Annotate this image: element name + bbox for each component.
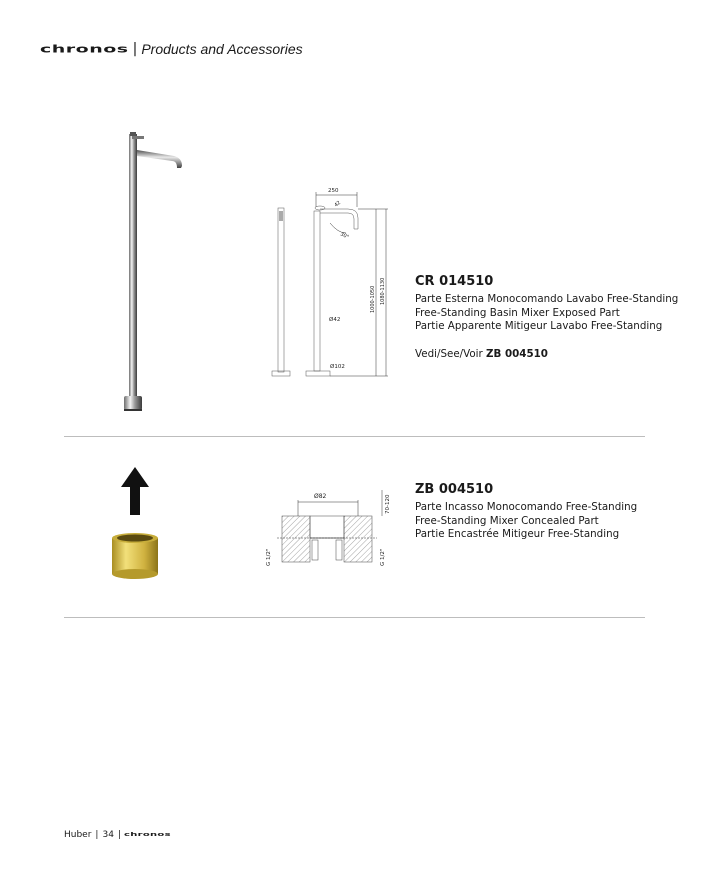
product-description-cr014510 (415, 274, 678, 361)
see-also-label: Vedi/See/Voir (415, 347, 483, 360)
description-fr: Partie Encastrée Mitigeur Free-Standing (415, 528, 620, 540)
product-description-zb004510 (415, 482, 637, 542)
dim-thread-left: G 1/2" (266, 548, 272, 566)
product-code: ZB 004510 (415, 482, 494, 497)
page-number: 34 (102, 829, 114, 840)
header-separator: | (132, 41, 138, 57)
description-en: Free-Standing Basin Mixer Exposed Part (415, 306, 620, 319)
technical-drawing-concealed (262, 480, 396, 570)
dim-depth: 70-120 (385, 494, 391, 514)
technical-drawing-mixer (268, 183, 400, 383)
section-divider (64, 617, 645, 618)
dim-angle: 30° (339, 231, 350, 241)
footer-brand-logo: chronos (123, 831, 171, 838)
footer-company: Huber (64, 829, 92, 840)
dim-diameter: Ø82 (314, 493, 327, 500)
header-subtitle: Products and Accessories (141, 41, 303, 57)
dim-spout: 42 (333, 199, 343, 209)
dim-thread-right: G 1/2" (380, 548, 386, 566)
see-also (415, 348, 678, 362)
see-also-code: ZB 004510 (486, 347, 548, 360)
product-code: CR 014510 (415, 274, 494, 289)
dim-width: 250 (328, 188, 339, 194)
footer-separator: | (117, 829, 121, 840)
description-it: Parte Incasso Monocomando Free-Standing (415, 501, 638, 513)
dim-height-b: 1080-1130 (380, 277, 386, 305)
dim-base-diameter: Ø102 (330, 364, 345, 370)
page-header (40, 38, 303, 60)
dim-height-a: 1000-1050 (370, 285, 376, 313)
description-fr: Partie Apparente Mitigeur Lavabo Free-Standing (415, 320, 663, 332)
brand-logo: chronos (40, 42, 129, 56)
up-arrow-icon (120, 467, 150, 515)
footer-separator: | (95, 829, 99, 840)
dim-body-diameter: Ø42 (329, 317, 341, 323)
description-en: Free-Standing Mixer Concealed Part (415, 514, 599, 527)
section-divider (64, 436, 645, 437)
page-footer (64, 829, 171, 840)
product-photo-concealed-part (110, 532, 160, 580)
product-photo-mixer (108, 128, 208, 418)
description-it: Parte Esterna Monocomando Lavabo Free-Standing (415, 293, 679, 305)
